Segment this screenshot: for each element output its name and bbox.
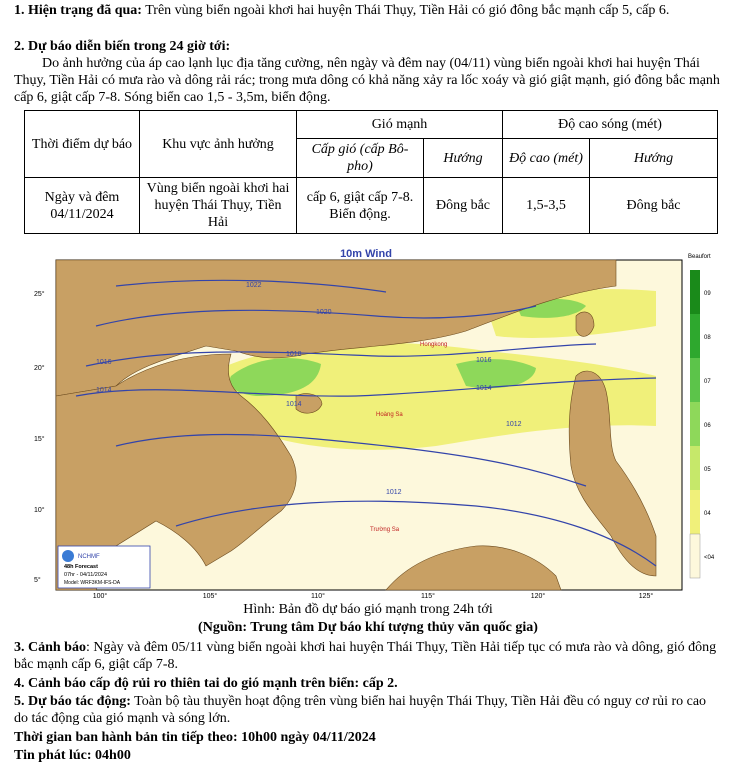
lon-label-110: 110° [311, 593, 325, 600]
lat-label-5: 5° [34, 577, 41, 584]
lat-label-10: 10° [34, 507, 45, 514]
section-3-label: 3. Cảnh báo [14, 640, 86, 655]
cell-wave-height: 1,5-3,5 [503, 178, 590, 234]
section-current-status [14, 2, 722, 19]
section-1-label: 1. Hiện trạng đã qua: [14, 3, 142, 18]
section-warning [14, 639, 722, 673]
place-truong-sa: Trường Sa [370, 527, 400, 533]
cell-area: Vùng biển ngoài khơi hai huyện Thái Thụy, Tiền Hải [140, 178, 297, 234]
section-5-text: Toàn bộ tàu thuyền hoạt động trên vùng biển hai huyện Thái Thụy, Tiền Hải đều có nguy cơ rủi ro cao do tác động của gió mạnh và sóng lớn. [14, 694, 707, 726]
next-issue-time: Thời gian ban hành bản tin tiếp theo: 10h00 ngày 04/11/2024 [14, 730, 376, 745]
cell-wind-level: cấp 6, giật cấp 7-8. Biển động. [297, 178, 424, 234]
th-wind: Gió mạnh [297, 111, 503, 139]
forecast-line-2: 07hr - 04/11/2024 [64, 572, 108, 578]
nchmf-logo-icon [62, 550, 74, 562]
isobar-label-1014-west: 1014 [96, 387, 112, 394]
scale-label-07: 07 [704, 379, 711, 385]
th-time: Thời điểm dự báo [25, 111, 140, 178]
issued-time: Tin phát lúc: 04h00 [14, 748, 131, 763]
th-wind-direction: Hướng [424, 139, 503, 178]
scale-label-09: 09 [704, 291, 711, 297]
isobar-label-1020: 1020 [316, 309, 332, 316]
isobar-label-1016-west: 1016 [96, 359, 112, 366]
place-hoang-sa: Hoàng Sa [376, 412, 403, 418]
figure-source: (Nguồn: Trung tâm Dự báo khí tượng thủy văn quốc gia) [198, 620, 538, 635]
section-forecast [14, 38, 722, 106]
th-wind-level: Cấp gió (cấp Bô-pho) [297, 139, 424, 178]
lon-label-115: 115° [421, 593, 435, 600]
lat-label-20: 20° [34, 365, 45, 372]
beaufort-scale [690, 270, 700, 578]
cell-wind-direction: Đông bắc [424, 178, 503, 234]
figure-caption: Hình: Bản đồ dự báo gió mạnh trong 24h tới [243, 602, 493, 617]
lat-label-15: 15° [34, 436, 45, 443]
forecast-table [24, 110, 718, 234]
section-impact [14, 693, 722, 727]
scale-label-lt04: <04 [704, 555, 715, 561]
section-1-text: Trên vùng biển ngoài khơi hai huyện Thái Thụy, Tiền Hải có gió đông bắc mạnh cấp 5, cấp 6. [141, 3, 670, 18]
isobar-label-1012: 1012 [386, 489, 402, 496]
lat-label-25: 25° [34, 291, 45, 298]
th-wave: Độ cao sóng (mét) [503, 111, 718, 139]
forecast-info-box [58, 546, 150, 588]
place-hongkong: Hongkong [420, 342, 448, 348]
isobar-label-1016: 1016 [476, 357, 492, 364]
scale-label-06: 06 [704, 423, 711, 429]
map-title: 10m Wind [340, 248, 392, 260]
isobar-label-1012-east: 1012 [506, 421, 522, 428]
lon-label-100: 100° [92, 593, 108, 600]
cell-wave-direction: Đông bắc [590, 178, 718, 234]
th-wave-direction: Hướng [590, 139, 718, 178]
section-2-label: 2. Dự báo diễn biến trong 24 giờ tới: [14, 39, 231, 54]
forecast-line-1: 48h Forecast [64, 564, 98, 570]
section-5-label: 5. Dự báo tác động: [14, 694, 131, 709]
lon-label-105: 105° [202, 593, 218, 600]
isobar-label-1014-east: 1014 [476, 385, 492, 392]
cell-time: Ngày và đêm 04/11/2024 [25, 178, 140, 234]
section-risk-level: 4. Cảnh báo cấp độ rủi ro thiên tai do gió mạnh trên biển: cấp 2. [14, 676, 398, 691]
isobar-label-1018: 1018 [286, 351, 302, 358]
scale-label-04: 04 [704, 511, 711, 517]
lon-label-120: 120° [530, 593, 546, 600]
scale-label-08: 08 [704, 335, 711, 341]
scale-title: Beaufort [688, 254, 711, 260]
logo-text: NCHMF [78, 554, 100, 560]
scale-label-05: 05 [704, 467, 711, 473]
lon-label-125: 125° [638, 593, 654, 600]
isobar-label-1014: 1014 [286, 401, 302, 408]
section-3-text: : Ngày và đêm 05/11 vùng biển ngoài khơi hai huyện Thái Thụy, Tiền Hải tiếp tục có mưa rào và dông, gió đông bắc mạnh cấp 6, giật cấp 7-8. [14, 640, 717, 672]
th-area: Khu vực ảnh hưởng [140, 111, 297, 178]
section-2-text: Do ảnh hưởng của áp cao lạnh lục địa tăng cường, nên ngày và đêm nay (04/11) vùng biển ngoài khơi hai huyện Thái Thụy, Tiền Hải có mưa rào và dông rải rác; trong mưa dông có khả năng xảy ra lốc xoáy và gió giật mạnh, gió đông bắc mạnh cấp 6, giật cấp 7-8. Sóng biển cao 1,5 - 3,5m, biển động. [14, 56, 720, 105]
forecast-line-3: Model: WRF3KM-IFS-DA [64, 580, 121, 586]
isobar-label-1022: 1022 [246, 282, 262, 289]
th-wave-height: Độ cao (mét) [503, 139, 590, 178]
wind-forecast-map [34, 246, 726, 600]
